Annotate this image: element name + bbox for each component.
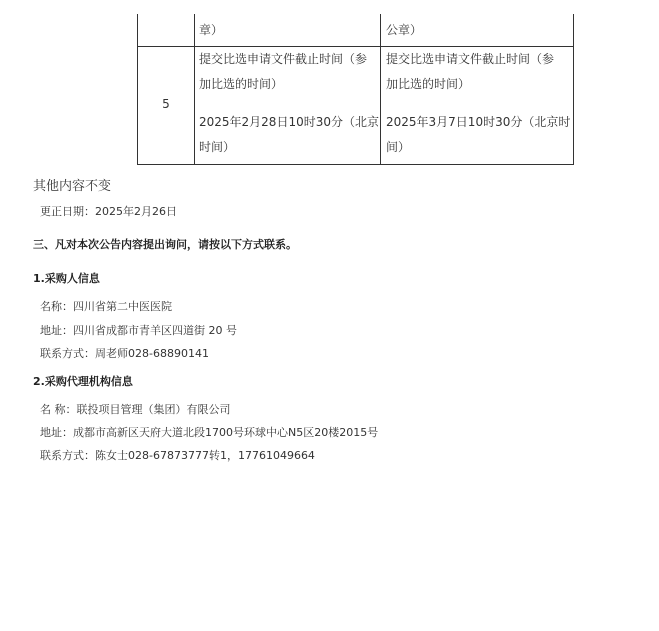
corrected-line-2: 加比选的时间）	[386, 77, 471, 91]
purchaser-heading: 1.采购人信息	[33, 272, 100, 285]
row-sequence-number: 5	[162, 97, 170, 111]
purchaser-contact: 联系方式：周老师028-68890141	[40, 347, 209, 360]
original-line-1: 提交比选申请文件截止时间（参	[199, 52, 368, 66]
agency-name: 名 称：联投项目管理（集团）有限公司	[40, 403, 231, 416]
original-line-4: 时间）	[199, 140, 236, 154]
corrected-line-4: 间）	[386, 140, 411, 154]
original-line-2: 加比选的时间）	[199, 77, 284, 91]
corrected-line-1: 提交比选申请文件截止时间（参	[386, 52, 555, 66]
purchaser-address: 地址：四川省成都市青羊区四道街 20 号	[40, 324, 237, 337]
agency-heading: 2.采购代理机构信息	[33, 375, 133, 388]
agency-address: 地址：成都市高新区天府大道北段1700号环球中心N5区20楼2015号	[40, 426, 379, 439]
purchaser-name: 名称：四川省第二中医医院	[40, 300, 172, 313]
table-column-divider	[194, 14, 195, 164]
corrected-content-cell	[386, 47, 571, 160]
other-unchanged-note: 其他内容不变	[33, 179, 112, 194]
original-line-3: 2025年2月28日10时30分（北京	[199, 115, 379, 129]
previous-row-original-cell: 章）	[199, 23, 224, 37]
original-content-cell	[199, 47, 379, 160]
contact-section-heading: 三、凡对本次公告内容提出询问，请按以下方式联系。	[33, 238, 297, 251]
correction-table	[137, 14, 574, 165]
corrected-line-3: 2025年3月7日10时30分（北京时	[386, 115, 571, 129]
correction-date: 更正日期：2025年2月26日	[40, 205, 177, 218]
previous-row-corrected-cell: 公章）	[386, 23, 423, 37]
agency-contact: 联系方式：陈女士028-67873777转1，17761049664	[40, 449, 315, 462]
table-column-divider	[380, 14, 381, 164]
